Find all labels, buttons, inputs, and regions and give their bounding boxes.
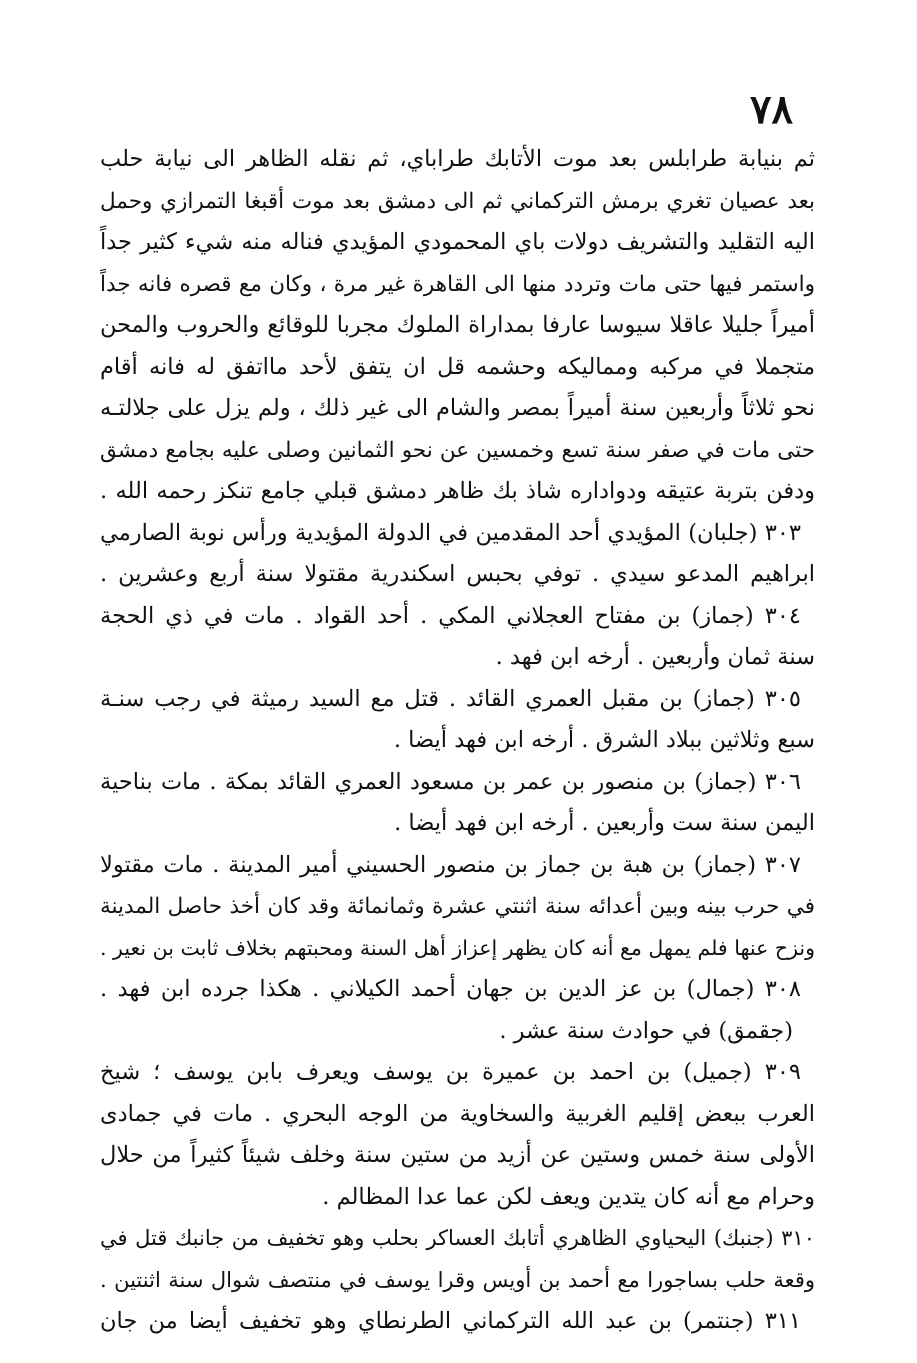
text-line: ٣٠٥ (جماز) بن مقبل العمري القائد . قتل مع السيد رميثة في رجب سنـة: [100, 685, 801, 712]
text-line: ونزح عنها فلم يمهل مع أنه كان يظهر إعزاز أهل السنة ومحبتهم بخلاف ثابت بن نعير .: [100, 935, 815, 960]
text-line: سنة ثمان وأربعين . أرخه ابن فهد .: [495, 644, 815, 670]
text-line: (جقمق) في حوادث سنة عشر .: [499, 1017, 793, 1044]
body-text: [100, 139, 815, 1343]
text-line: ٣٠٩ (جميل) بن احمد بن عميرة بن يوسف ويعرف بابن يوسف ؛ شيخ: [100, 1059, 801, 1085]
text-line: ٣٠٨ (جمال) بن عز الدين بن جهان أحمد الكيلاني . هكذا جرده ابن فهد .: [100, 976, 801, 1002]
text-line: متجملا في مركبه ومماليكه وحشمه قل ان يتفق لأحد مااتفق له فانه أقام: [100, 353, 815, 380]
text-line: ٣٠٤ (جماز) بن مفتاح العجلاني المكي . أحد القواد . مات في ذي الحجة: [100, 602, 801, 629]
text-line: اليمن سنة ست وأربعين . أرخه ابن فهد أيضا .: [394, 810, 815, 836]
text-line: سبع وثلاثين ببلاد الشرق . أرخه ابن فهد أيضا .: [393, 727, 815, 753]
text-line: وحرام مع أنه كان يتدين ويعف لكن عما عدا المظالم .: [322, 1183, 815, 1210]
text-line: ٣٠٣ (جلبان) المؤيدي أحد المقدمين في الدولة المؤيدية ورأس نوبة الصارمي: [100, 519, 801, 546]
text-line: وقعة حلب بساجورا مع أحمد بن أويس وقرا يوسف في منتصف شوال سنة اثنتين .: [100, 1267, 815, 1292]
text-line: بعد عصيان تغري برمش التركماني ثم الى دمشق بعد موت أقبغا التمرازي وحمل: [100, 188, 815, 214]
text-line: حتى مات في صفر سنة تسع وخمسين عن نحو الثمانين وصلى عليه بجامع دمشق: [100, 437, 815, 463]
text-line: ابراهيم المدعو سيدي . توفي بحبس اسكندرية مقتولا سنة أربع وعشرين .: [100, 561, 815, 587]
text-line: أميراً جليلا عاقلا سيوسا عارفا بمداراة الملوك مجربا للوقائع والحروب والمحن: [100, 312, 815, 338]
text-line: العرب ببعض إقليم الغربية والسخاوية من الوجه البحري . مات في جمادى: [100, 1100, 815, 1127]
text-line: الأولى سنة خمس وستين عن أزيد من ستين سنة وخلف شيئاً كثيراً من حلال: [100, 1142, 815, 1168]
text-line: واستمر فيها حتى مات وتردد منها الى القاهرة غير مرة ، وكان مع قصره فانه جداً: [100, 271, 815, 297]
page-number: ٧٨: [750, 86, 793, 133]
text-line: ٣٠٧ (جماز) بن هبة بن جماز بن منصور الحسيني أمير المدينة . مات مقتولا: [100, 851, 801, 878]
text-line: في حرب بينه وبين أعدائه سنة اثنتي عشرة وثمانمائة وقد كان أخذ حاصل المدينة: [100, 894, 815, 919]
text-line: ودفن بتربة عتيقه ودواداره شاذ بك ظاهر دمشق قبلي جامع تنكز رحمه الله .: [100, 478, 815, 504]
text-line: ثم بنيابة طرابلس بعد موت الأتابك طراباي، ثم نقله الظاهر الى نيابة حلب: [100, 146, 815, 172]
text-line: نحو ثلاثاً وأربعين سنة أميراً بمصر والشام الى غير ذلك ، ولم يزل على جلالتـه: [100, 395, 815, 421]
text-line: ٣١٠ (جنبك) اليحياوي الظاهري أتابك العساكر بحلب وهو تخفيف من جانبك قتل في: [100, 1226, 815, 1250]
text-line: ٣٠٦ (جماز) بن منصور بن عمر بن مسعود العمري القائد بمكة . مات بناحية: [100, 768, 801, 795]
text-line: اليه التقليد والتشريف دولات باي المحمودي المؤيدي فناله منه شيء كثير جداً: [100, 229, 815, 255]
text-line: ٣١١ (جنتمر) بن عبد الله التركماني الطرنطاي وهو تخفيف أيضا من جان: [100, 1308, 801, 1334]
